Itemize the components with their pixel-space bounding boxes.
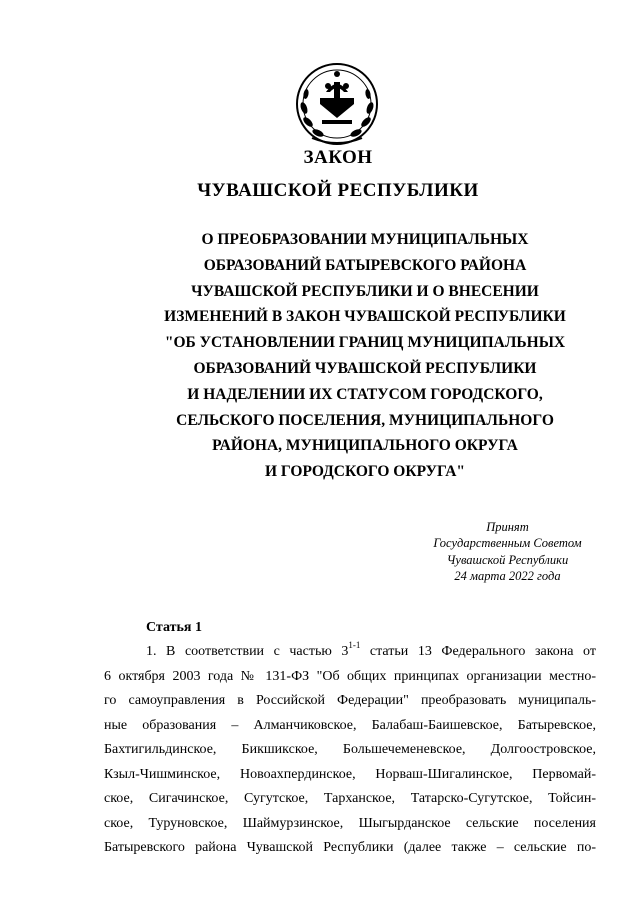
document-subtitle xyxy=(130,227,600,485)
paragraph-prefix: 1. В соответствии с частью 3 xyxy=(146,644,349,659)
paragraph-line: Батыревского района Чувашской Республики (далее также – сельские по- xyxy=(104,840,596,855)
article-heading: Статья 1 xyxy=(146,620,202,635)
subtitle-line: ОБРАЗОВАНИЙ ЧУВАШСКОЙ РЕСПУБЛИКИ xyxy=(193,359,537,377)
paragraph-line: Кзыл-Чишминское, Новоахпердинское, Норваш-Шигалинское, Первомай- xyxy=(104,766,596,782)
subtitle-line: РАЙОНА, МУНИЦИПАЛЬНОГО ОКРУГА xyxy=(212,437,518,455)
subtitle-line: ОБРАЗОВАНИЙ БАТЫРЕВСКОГО РАЙОНА xyxy=(203,256,527,274)
paragraph-line: Бахтигильдинское, Бикшикское, Большечеменевское, Долгоостровское, xyxy=(104,742,596,757)
paragraph-superscript: 1-1 xyxy=(348,640,361,650)
article-body xyxy=(104,640,596,861)
subtitle-line: ЧУВАШСКОЙ РЕСПУБЛИКИ И О ВНЕСЕНИИ xyxy=(191,282,539,300)
coat-of-arms-emblem xyxy=(290,58,384,150)
paragraph-suffix: статьи 13 Федерального закона от xyxy=(360,644,596,659)
document-title: ЗАКОН xyxy=(303,147,373,168)
adoption-line: Государственным Советом xyxy=(433,536,582,551)
paragraph-line: 6 октября 2003 года № 131-ФЗ "Об общих принципах организации местно- xyxy=(104,668,596,684)
adoption-date: 24 марта 2022 года xyxy=(454,569,561,584)
subtitle-line: И НАДЕЛЕНИИ ИХ СТАТУСОМ ГОРОДСКОГО, xyxy=(187,385,543,403)
paragraph-line: ское, Сигачинское, Сугутское, Тарханское, Татарско-Сугутское, Тойсин- xyxy=(104,791,596,806)
paragraph-line: ское, Туруновское, Шаймурзинское, Шыгырданское сельские поселения xyxy=(104,815,596,831)
paragraph-line xyxy=(104,640,596,665)
subtitle-line: "ОБ УСТАНОВЛЕНИИ ГРАНИЦ МУНИЦИПАЛЬНЫХ xyxy=(164,334,566,352)
paragraph-line: ные образования – Алманчиковское, Балабаш-Баишевское, Батыревское, xyxy=(104,717,596,733)
adoption-note xyxy=(400,519,615,585)
paragraph-line: го самоуправления в Российской Федерации" преобразовать муниципаль- xyxy=(104,693,596,708)
subtitle-line: О ПРЕОБРАЗОВАНИИ МУНИЦИПАЛЬНЫХ xyxy=(201,231,529,248)
subtitle-line: ИЗМЕНЕНИЙ В ЗАКОН ЧУВАШСКОЙ РЕСПУБЛИКИ xyxy=(164,308,566,326)
adoption-line: Чувашской Республики xyxy=(446,552,569,567)
document-title-republic: ЧУВАШСКОЙ РЕСПУБЛИКИ xyxy=(197,180,479,201)
adoption-line: Принят xyxy=(486,520,529,534)
subtitle-line: СЕЛЬСКОГО ПОСЕЛЕНИЯ, МУНИЦИПАЛЬНОГО xyxy=(176,411,554,429)
subtitle-line: И ГОРОДСКОГО ОКРУГА" xyxy=(264,463,466,481)
